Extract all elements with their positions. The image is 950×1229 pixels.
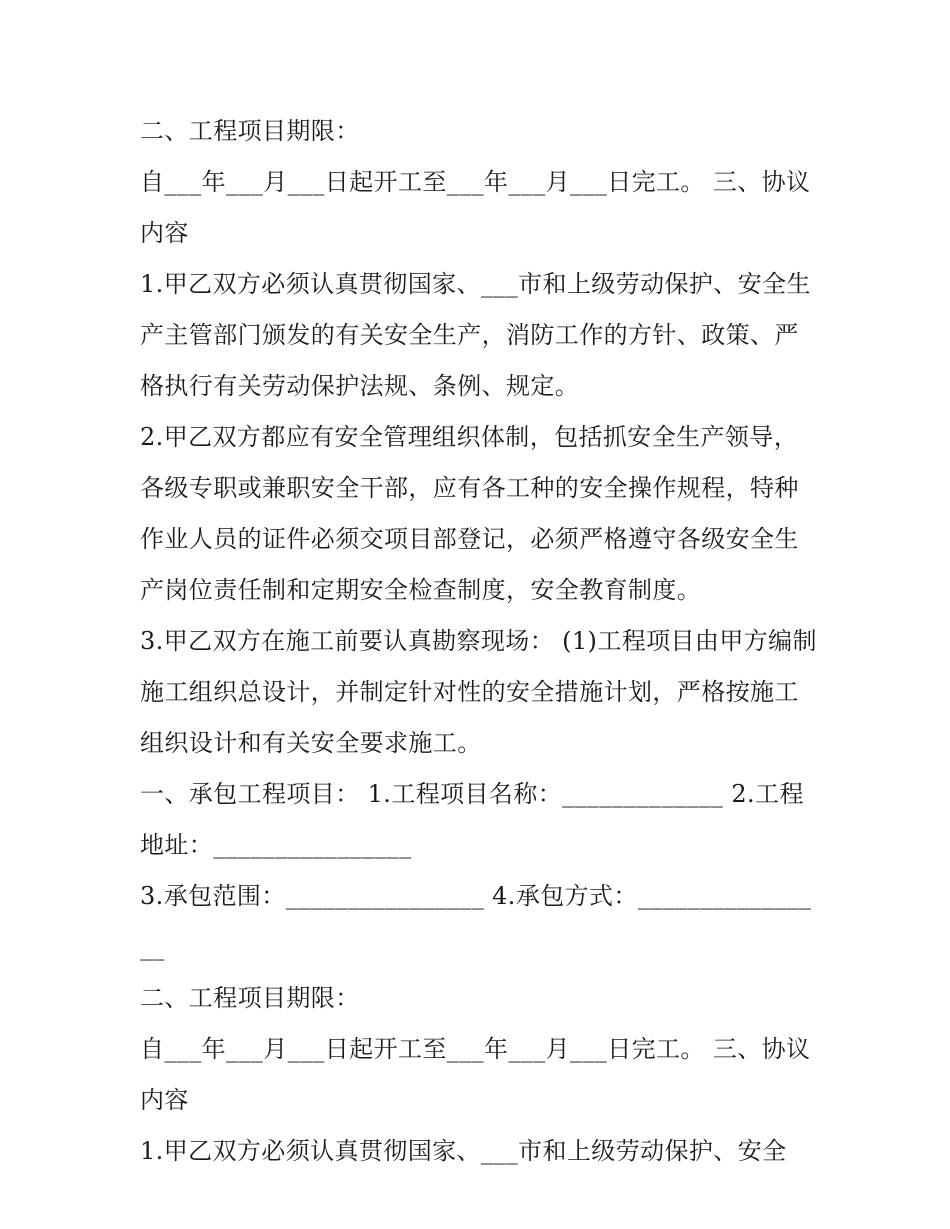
paragraph-clause-1: 1.甲乙双方必须认真贯彻国家、___市和上级劳动保护、安全生产主管部门颁发的有关安全生产，消防工作的方针、政策、严格执行有关劳动保护法规、条例、规定。 (140, 270, 811, 400)
paragraph-clause-2: 2.甲乙双方都应有安全管理组织体制，包括抓安全生产领导，各级专职或兼职安全干部，应有各工种的安全操作规程，特种作业人员的证件必须交项目部登记，必须严格遵守各级安全生产岗位责任制和定期安全检查制度，安全教育制度。 (140, 423, 799, 604)
paragraph-work-dates-repeat: 自___年___月___日起开工至___年___月___日完工。 三、协议内容 (140, 1035, 811, 1114)
paragraph-work-dates: 自___年___月___日起开工至___年___月___日完工。 三、协议内容 (140, 168, 811, 247)
document-body (140, 106, 820, 1177)
paragraph-contract-project: 一、承包工程项目： 1.工程项目名称：_____________ 2.工程地址：________________ (140, 780, 804, 859)
paragraph-contract-scope: 3.承包范围：________________ 4.承包方式：________________ (140, 882, 812, 961)
paragraph-clause-3: 3.甲乙双方在施工前要认真勘察现场： (1)工程项目由甲方编制施工组织总设计，并制定针对性的安全措施计划，严格按施工组织设计和有关安全要求施工。 (140, 627, 817, 757)
paragraph-clause-1-repeat: 1.甲乙双方必须认真贯彻国家、___市和上级劳动保护、安全 (140, 1137, 787, 1165)
section-heading-project-period-repeat: 二、工程项目期限： (140, 984, 360, 1012)
section-heading-project-period: 二、工程项目期限： (140, 117, 360, 145)
